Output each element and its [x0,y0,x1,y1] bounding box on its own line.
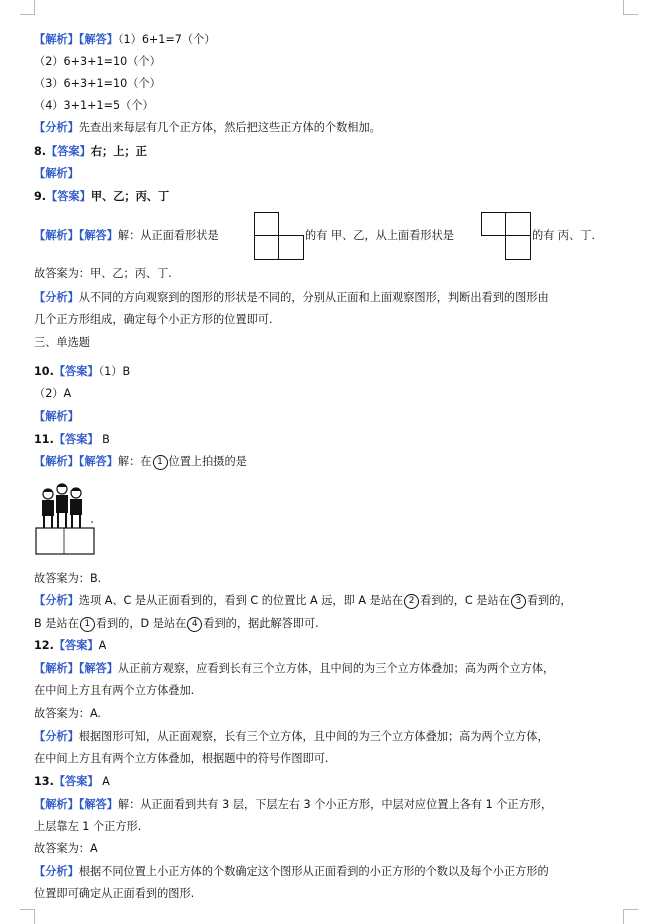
question-12-jieda-cont: 在中间上方且有两个立方体叠加. [34,684,195,697]
tag-daan: 【答案】 [53,775,99,788]
question-9-jieda-a [34,228,219,243]
crop-mark-bottom-right [623,909,638,924]
answer-line: （2）6+3+1=10（个） [34,55,161,68]
text: （1）6+1=7（个） [117,33,216,46]
question-9-analysis-cont: 几个正方形组成，确定每个小正方形的位置即可. [34,313,273,326]
question-11-jieda [34,454,247,470]
tag-daan: 【答案】 [53,365,99,378]
question-11-conclusion: 故答案为：B. [34,572,102,585]
crop-mark-top-right [623,0,638,15]
text: 先查出来每层有几个正方体，然后把这些正方体的个数相加。 [78,121,381,134]
crop-mark-bottom-left [20,909,35,924]
tag-fenxi: 【分析】 [34,730,79,743]
people-on-box-illustration [34,478,98,558]
square [254,212,279,236]
front-view-figure [254,212,304,260]
question-8-answer [34,144,147,159]
question-12-conclusion: 故答案为：A. [34,707,101,720]
tag-jiexi: 【解析】 [34,662,79,675]
question-number: 13. [34,775,54,788]
tag-jieda: 【解答】 [78,229,118,242]
question-10-answer [34,364,130,379]
analysis-line [34,120,381,135]
text: 解：从正面看到共有 3 层，下层左右 3 个小正方形，中层对应位置上各有 1 个正方形， [117,798,553,811]
question-10-jiexi [34,409,79,424]
question-11-analysis [34,593,572,609]
text: 解：从正面看形状是 [117,229,219,242]
tag-jieda: 【解答】 [78,662,118,675]
text: 位置上拍摄的是 [168,455,247,468]
text: 右；上；正 [90,145,147,158]
text: 看到的，C 是站在 [420,594,510,607]
question-number: 10. [34,365,54,378]
question-11-answer [34,432,110,447]
question-12-analysis [34,729,549,744]
question-9-answer [34,189,169,204]
circled-number: 2 [404,594,419,609]
tag-daan: 【答案】 [46,190,91,203]
text: 选项 A、C 是从正面看到的，看到 C 的位置比 A 远，即 A 是站在 [78,594,404,607]
answer-line: （3）6+3+1=10（个） [34,77,161,90]
top-view-figure [481,212,531,260]
question-13-analysis [34,864,549,879]
question-number: 9. [34,190,47,203]
question-8-jiexi [34,166,79,181]
tag-jiexi: 【解析】 [34,167,79,180]
tag-jiexi: 【解析】 [34,455,79,468]
question-12-answer [34,638,106,653]
question-12-jieda [34,661,554,676]
circled-number: 3 [511,594,526,609]
text: 从不同的方向观察到的图形的形状是不同的，分别从正面和上面观察图形，判断出看到的图形由 [78,291,549,304]
square [505,235,531,260]
tag-daan: 【答案】 [53,433,99,446]
answer-line [34,32,215,47]
question-13-answer [34,774,110,789]
section-heading: 三、单选题 [34,336,90,349]
square [505,212,531,236]
tag-fenxi: 【分析】 [34,594,79,607]
square [278,235,304,260]
square [254,235,279,260]
text: 看到的，据此解答即可. [203,617,319,630]
tag-jiexi: 【解析】 [34,410,79,423]
question-9-jieda-b: 的有 甲、乙，从上面看形状是 [305,229,454,242]
text: 根据不同位置上小正方体的个数确定这个图形从正面看到的小正方形的个数以及每个小正方形的 [78,865,549,878]
text: B 是站在 [34,617,79,630]
circled-number: 1 [80,617,95,632]
square [481,212,506,236]
tag-jieda: 【解答】 [78,455,118,468]
tag-jieda: 【解答】 [78,33,118,46]
text: B [98,433,110,446]
circled-number: 4 [187,617,202,632]
question-13-analysis-cont: 位置即可确定从正面看到的图形. [34,887,195,900]
question-9-jieda-c: 的有 丙、丁. [532,229,596,242]
question-13-conclusion: 故答案为：A [34,842,98,855]
question-12-analysis-cont: 在中间上方且有两个立方体叠加，根据题中的符号作图即可. [34,752,329,765]
tag-daan: 【答案】 [53,639,99,652]
question-13-jieda [34,797,552,812]
text: 解：在 [117,455,152,468]
tag-jiexi: 【解析】 [34,33,79,46]
tag-fenxi: 【分析】 [34,865,79,878]
text: A [98,639,107,652]
question-number: 11. [34,433,54,446]
question-13-jieda-cont: 上层靠左 1 个正方形. [34,820,142,833]
answer-line: （4）3+1+1=5（个） [34,99,154,112]
text: 从正前方观察，应看到长有三个立方体，且中间的为三个立方体叠加；高为两个立方体， [117,662,555,675]
text: 看到的，D 是站在 [95,617,187,630]
tag-jiexi: 【解析】 [34,229,79,242]
tag-fenxi: 【分析】 [34,121,79,134]
question-10-answer-2: （2）A [34,387,72,400]
tag-daan: 【答案】 [46,145,91,158]
question-9-analysis [34,290,549,305]
question-9-conclusion: 故答案为：甲、乙；丙、丁. [34,267,172,280]
text: 甲、乙；丙、丁 [90,190,170,203]
question-number: 8. [34,145,47,158]
text: 根据图形可知，从正面观察，长有三个立方体，且中间的为三个立方体叠加；高为两个立方体， [78,730,549,743]
circled-number: 1 [153,455,168,470]
text: A [98,775,110,788]
question-11-analysis-cont [34,616,319,632]
question-number: 12. [34,639,54,652]
tag-jieda: 【解答】 [78,798,118,811]
text: 看到的， [526,594,572,607]
tag-fenxi: 【分析】 [34,291,79,304]
text: （1）B [98,365,131,378]
crop-mark-top-left [20,0,35,15]
tag-jiexi: 【解析】 [34,798,79,811]
